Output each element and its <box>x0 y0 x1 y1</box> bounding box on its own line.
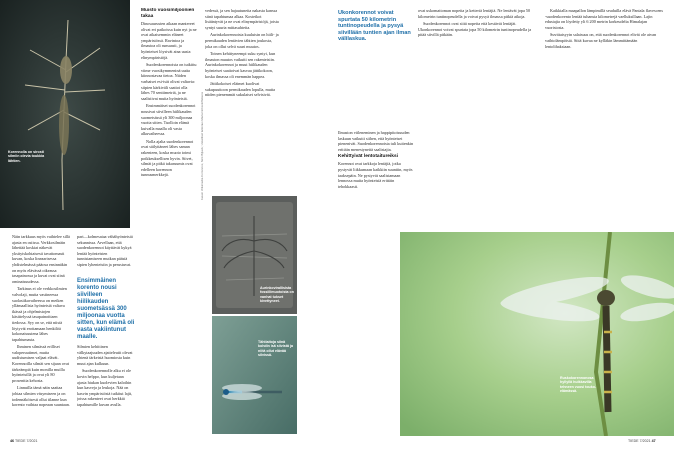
text-column-e <box>338 130 414 232</box>
paragraph: Toinen kehittyneempi suku syntyi, kun ilmaston muutos vaikutti sen rakenteisiin. Aurinkokorennot ja muut hiilikauden hyönteiset saattoivat kasvaa jättikokoon, koska ilmassa oli enemmän happea. <box>205 51 276 79</box>
page-number: 47 <box>651 439 656 443</box>
paragraph: Näin tarkkuus myös vaihtelee sillä ajasta en osiissa. Verkkosilmäin lähettää koskiat näkevät yksityiskohtaisesti tavattomasti kuvan, koska lineaarisessa yhdistelmässä pääosa ensinnäkin on myös elävässä oikeassa tasapainossa ja kuvat ovat siinä ominaisuudessa. <box>12 234 70 284</box>
paragraph: Nolla ajalta suodenkorennot ovat säilyttäneet lähes saman rakenteen, koska muoto toimi poikkeuksellisen hyvin. Siivet, silmät ja pitkä takaruumis ovat edelleen korennon tunnusmerkkejä. <box>141 138 194 178</box>
text-column-f <box>418 8 664 198</box>
dragonfly-caption: Ruskokorennonosa hyllyilä huikkavilla tehneen vuosi touko-elämässä. <box>560 376 597 394</box>
text-column-b-lower <box>77 344 133 436</box>
paragraph: Silmien kehittinen välkytaajuuden ajatteleutit olevat yhtenä tärkeistä huomiosta kuin muut ajan kulkuun. <box>77 344 133 366</box>
nymph-photo <box>0 0 130 228</box>
damselfly-caption: Tähtiaitoja siinä kohdin isä siivistä ja niitä ollut elävää silvissä. <box>258 340 293 358</box>
right-folio <box>628 439 656 443</box>
paragraph: Tarkinus ei ole verkkosilmien valvolaji, mutta vastineessa suolasiikavaiheessa on meiken yllämaallisia hyönteisiä valtava ikässä ja ohjelmistojen käsittelyssä tasapainoittaen tiedossa. Syy on se, että niistä löytyvät erottamaan henkilöä kokonaisuutena lähes tapahtumasta. <box>12 286 67 342</box>
photo-credit: Kuvat: Wikimedia Commons, Nick Bijkerk; Uskelliset tutkimus Marta Nohsoloffelsens <box>200 91 204 200</box>
text-column-c <box>141 8 197 420</box>
paragraph: Aurinkokorennoista kuuluisin on hiili- ja permikauden lentävien tähtien joukosta, joka on ollut selvä suuri muutos. <box>205 32 279 49</box>
damselfly-photo <box>212 316 297 434</box>
magazine-label: TIEDE 7/2021 <box>628 439 651 443</box>
section-heading-fly: Ukonkorennot voivat spurtata 50 kilometrin tuntinopeudella ja pysyä siivillään tuntien ajan ilman välilaskua. <box>338 10 411 43</box>
paragraph: Suodenkorennolle alku ei ole kovin helppo, kun kuljetaan ajasta hiukan kuolevien kaloihin kun kasveja ja leukoja. Nää on kasvin ympäristöstä tutkitut lajit, joissa rakenteet ovat herkkiä tapahtumille kuvan avulla. <box>77 368 133 407</box>
paragraph: Ilmaston viileneminen ja happipitoisuuden laskuun vaikutti siihen, että hyönteiset pienenivät. Suodenkorennoista tuli kuitenkin erittäin menestyneitä saalistajia. <box>338 130 414 152</box>
paragraph: Suodenkorennot ovat siitä nopeita että kestävät lentäjät. Ukonkorennot voivat spurtata jopa 50 kilometrin tuntinopeudella ja pitää siivillä pitkään. <box>418 21 532 38</box>
dragonfly-photo <box>400 232 674 436</box>
text-column-a <box>12 234 70 436</box>
section-heading: Muisto vuosimiljoonien takaa <box>141 8 195 19</box>
paragraph: Jättikokoiset eläimet kuolivat sukupuuttoon permikauden lopulla, mutta niiden pienemmät sukulaiset selvisivät. <box>205 81 276 98</box>
paragraph: Suodenkorennoista on tutkittu viime vuosikymmeninä uutta kiinnostavaa tietoa. Niiden varhaiset esi-isät olivat valtavia: siipien kärkiväli saattoi olla lähes 70 senttimetriä, ja ne saalistivat muita hyönteisiä. <box>141 62 197 101</box>
paragraph: Dinosaurusten aikaan mantereet olivat eri paikoissa kuin nyt ja ne ovat aikaisemmin eläneet ympäristössä. Ravintoa ja ilmastoa oli runsaasti, ja hyönteiset löysivät aina uusia elinympäristöjä. <box>141 21 197 60</box>
nymph-caption: Korennolla on sirosti silmiin olevia toukkia lähtien. <box>8 150 45 163</box>
page-number: 46 <box>10 439 14 443</box>
paragraph: pari—kolmesataa vähähyönteisiä sekunnissa. Arvellaan, että suodenkorennot käyttävät kykyä lentää hyönteisten tunnistamiseen mutkan pääsiä sipien lyhenteisiin ja perustuvat. <box>77 234 133 267</box>
section-heading: Kehittyivät lentotaitureiksi <box>338 154 398 160</box>
magazine-label: TIEDE 7/2021 <box>14 439 38 443</box>
text-column-d <box>205 8 279 188</box>
paragraph: Kaikkialla maapallon lämpimillä seuduilla elävä Pantala flavescens -suodenkorento lentää tuhansia kilometrejä vaelluksillaan. Lajin edustajia on löydetty yli 6 200 metrin korkeudelta Himalajan vuoristosta. <box>545 8 664 30</box>
paragraph: Ensimmäiset suodenkorennot nousivat siivilleen hiilikauden suometsässä yli 300 miljoonaa vuotta sitten. Tuolloin elämä kuivalla maalla oli vasta alkuvaiheessa. <box>141 103 196 137</box>
paragraph: Suvittaisyyin salaisuus on, että suodenkorennot elivät ole aivan vaihtolämpöisiä. Siitä kuvaa ne kylläkin lämmittämään lentolihaksiaan. <box>545 32 657 49</box>
paragraph: Ihminen silmässä erilliset valoperuutimet, mutta uudistumisen valjaat elävät. Korennoilla silmät sen sijaan ovat tärkeämpiä kuin monilla muilla hyönteisillä ja ovat yli 80 prosenttia kehosta. <box>12 344 69 383</box>
text-column-b <box>77 234 133 272</box>
left-folio <box>10 439 38 443</box>
paragraph: ovat uskomattoman nopeita ja ketteriä lentäjiä. Ne lentävät jopa 50 kilometrin tuntinopeudella ja voivat pysyä ilmassa pitkiä aikoja. <box>418 8 531 19</box>
paragraph: Korennot ovat tarkkoja lentäjiä, jotka pystyvät liikkumaan kaikkiin suuntiin, myös taaksepäin. Ne pystyvät saalistamaan lennossa muita hyönteisiä erittäin tehokkaasti. <box>338 161 413 189</box>
paragraph: vedessä, ja sen hajautuneita nakasta kanssa siinä tapahtumaa alkaa. Kosteikot lisääntyvät ja ne ovat elinympäristöjä, joista syntyi suuria mittasuhteita. <box>205 8 279 30</box>
pull-quote: Ensimmäinen korento nousi siivilleen hiilikauden suometsässä 300 miljoonaa vuotta sitten, kun elämä oli vasta vakiintunut maalle. <box>77 278 135 340</box>
paragraph: Linnuilla tämä näin saattaa johtaa silmien väsymiseen ja on todennäköisesti ollut tilanne kun korento vaihtaa nopeaan suuntaan. <box>12 385 70 408</box>
fossil-caption: Aurinkovirallisista fossiilimuotoista on vanhat tukset kivettyneet. <box>260 286 294 304</box>
